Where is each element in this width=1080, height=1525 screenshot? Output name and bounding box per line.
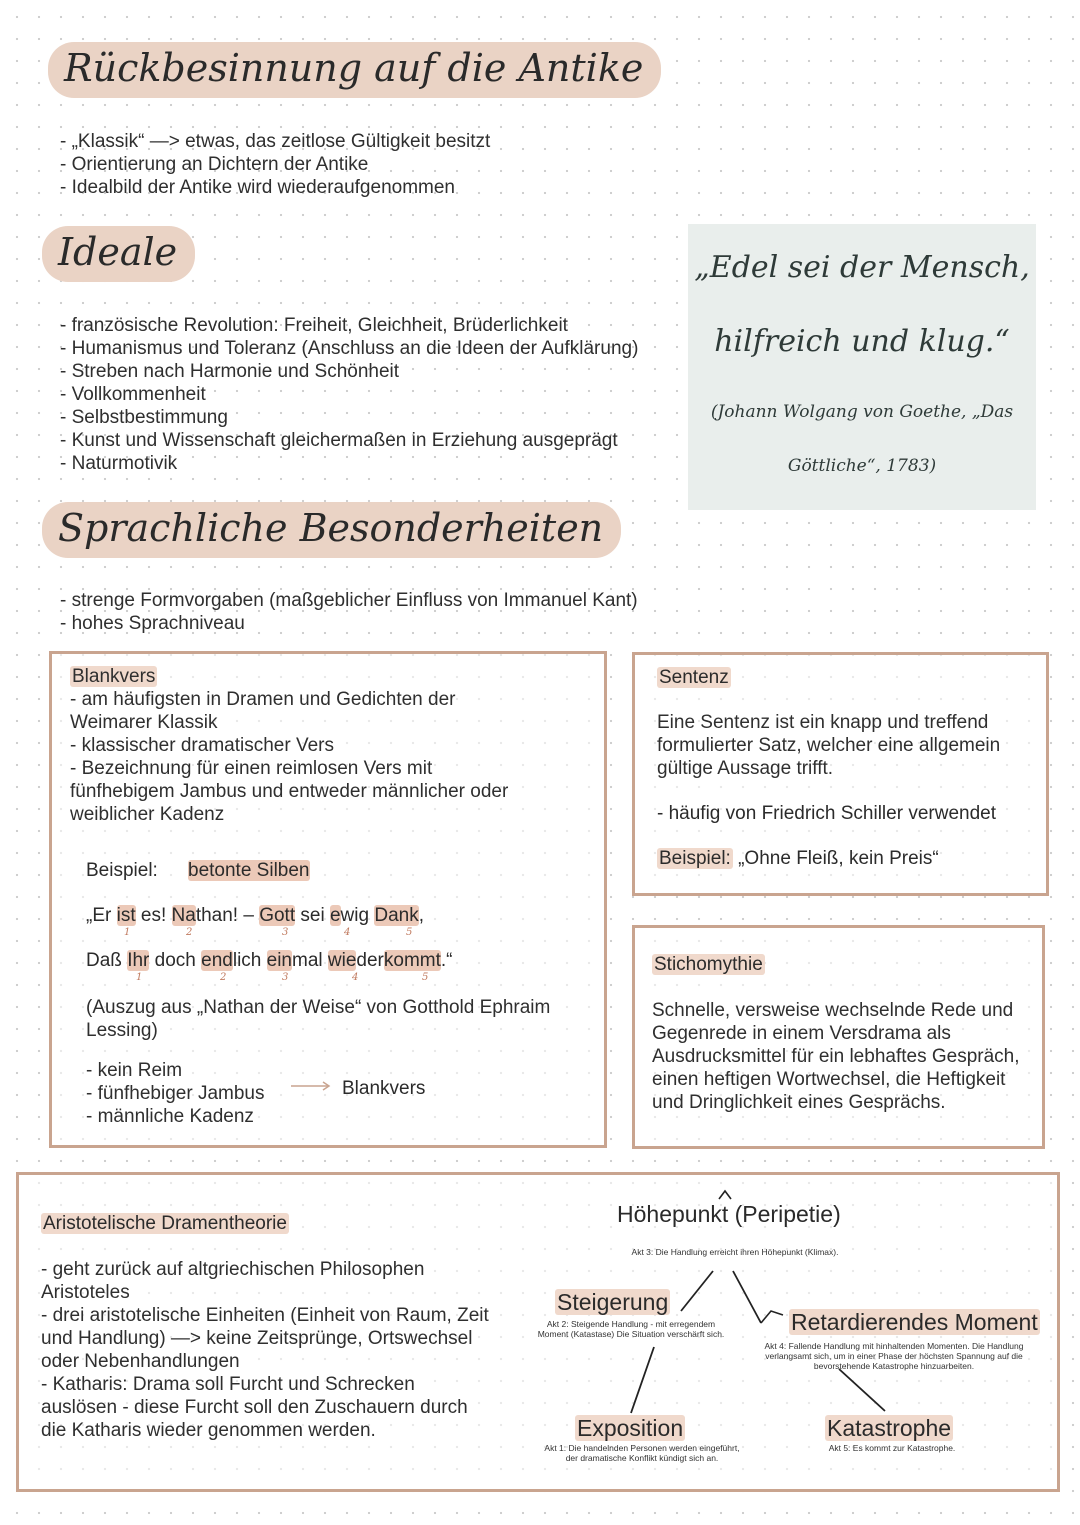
sentenz-text bbox=[657, 711, 1000, 780]
stress-number: 2 bbox=[186, 927, 193, 938]
list-item: - Idealbild der Antike wird wiederaufgenommen bbox=[60, 177, 455, 198]
text-line: - Bezeichnung für einen reimlosen Vers mit bbox=[70, 758, 433, 779]
text-line: Akt 1: Die handelnden Personen werden eingeführt, bbox=[544, 1443, 740, 1453]
list-item: - strenge Formvorgaben (maßgeblicher Einfluss von Immanuel Kant) bbox=[60, 590, 638, 611]
goethe-quote-card bbox=[688, 224, 1036, 510]
stress-number: 4 bbox=[344, 927, 351, 938]
text-line: formulierter Satz, welcher eine allgemein bbox=[657, 735, 1001, 756]
text-line: auslösen - diese Furcht soll den Zuschauern durch bbox=[41, 1397, 468, 1418]
drama-title: Aristotelische Dramentheorie bbox=[43, 1213, 287, 1234]
text-line: bevorstehende Katastrophe hinzuarbeiten. bbox=[813, 1361, 975, 1371]
katastrophe-desc: Akt 5: Es kommt zur Katastrophe. bbox=[828, 1443, 956, 1453]
text-line: - drei aristotelische Einheiten (Einheit von Raum, Zeit bbox=[41, 1305, 489, 1326]
verse-source bbox=[86, 996, 550, 1042]
text-line: gültige Aussage trifft. bbox=[657, 758, 834, 779]
list-item: - Selbstbestimmung bbox=[60, 407, 228, 428]
text-line: und Handlung) —> keine Zeitsprünge, Ortswechsel bbox=[41, 1328, 473, 1349]
list-item: - kein Reim bbox=[86, 1060, 183, 1081]
text-line: der dramatische Konflikt kündigt sich an. bbox=[565, 1453, 719, 1463]
text-line: fünfhebigem Jambus und entweder männlicher oder bbox=[70, 781, 509, 802]
text-line: Gegenrede in einem Versdrama als bbox=[652, 1023, 951, 1044]
list-item: - Orientierung an Dichtern der Antike bbox=[60, 154, 369, 175]
stress-number: 5 bbox=[422, 972, 429, 983]
quote-line-1: „Edel sei der Mensch, bbox=[694, 250, 1030, 285]
hoehepunkt-label: Höhepunkt (Peripetie) bbox=[617, 1201, 841, 1227]
exposition-desc bbox=[527, 1443, 757, 1463]
ideale-list bbox=[60, 314, 638, 475]
text-line: Schnelle, versweise wechselnde Rede und bbox=[652, 1000, 1014, 1021]
quote-line-2: hilfreich und klug.“ bbox=[714, 324, 1010, 359]
antike-list bbox=[60, 130, 490, 199]
text-line: verlangsamt sich, um in einer Phase der höchsten Spannung auf die bbox=[765, 1351, 1023, 1361]
heading-sprache: Sprachliche Besonderheiten bbox=[42, 502, 621, 558]
text-line: Weimarer Klassik bbox=[70, 712, 218, 733]
text-line: Aristoteles bbox=[41, 1282, 130, 1303]
stress-number: 1 bbox=[136, 972, 143, 983]
text-line: weiblicher Kadenz bbox=[70, 804, 225, 825]
text-line: Akt 4: Fallende Handlung mit hinhaltenden Momenten. Die Handlung bbox=[764, 1341, 1024, 1351]
stress-number: 3 bbox=[282, 927, 289, 938]
list-item: - „Klassik“ —> etwas, das zeitlose Gültigkeit besitzt bbox=[60, 131, 491, 152]
blankvers-title: Blankvers bbox=[72, 666, 156, 687]
text-line: und Dringlichkeit eines Gesprächs. bbox=[652, 1092, 946, 1113]
retardierendes-moment-desc bbox=[749, 1341, 1039, 1371]
stress-number: 2 bbox=[220, 972, 227, 983]
text-line: die Katharis wieder genommen werden. bbox=[41, 1420, 376, 1441]
verse-line-2: Daß Ihr doch endlich einmal wiederkommt.“ bbox=[86, 950, 453, 971]
steigerung-desc bbox=[523, 1319, 739, 1339]
list-item: - französische Revolution: Freiheit, Gleichheit, Brüderlichkeit bbox=[60, 315, 568, 336]
list-item: - Humanismus und Toleranz (Anschluss an die Ideen der Aufklärung) bbox=[60, 338, 639, 359]
text-line: einen heftigen Wortwechsel, die Heftigkeit bbox=[652, 1069, 1006, 1090]
blankvers-box bbox=[49, 651, 607, 1148]
sentenz-example: Beispiel: „Ohne Fleiß, kein Preis“ bbox=[659, 848, 939, 869]
stichomythie-title: Stichomythie bbox=[654, 954, 763, 975]
arrow-right-icon bbox=[290, 1080, 332, 1092]
text-line: Eine Sentenz ist ein knapp und treffend bbox=[657, 712, 989, 733]
steigerung-label: Steigerung bbox=[557, 1289, 669, 1315]
text-line: Lessing) bbox=[86, 1020, 158, 1041]
stress-number: 1 bbox=[124, 927, 131, 938]
text-line: Ausdrucksmittel für ein lebhaftes Gespräch, bbox=[652, 1046, 1020, 1067]
text-line: Moment (Katastase) Die Situation verschärft sich. bbox=[537, 1329, 725, 1339]
heading-antike: Rückbesinnung auf die Antike bbox=[48, 42, 661, 98]
text-line: oder Nebenhandlungen bbox=[41, 1351, 240, 1372]
list-item: - männliche Kadenz bbox=[86, 1106, 254, 1127]
blankvers-text bbox=[70, 665, 508, 826]
list-item: - fünfhebiger Jambus bbox=[86, 1083, 265, 1104]
stichomythie-text bbox=[652, 999, 1020, 1114]
sentenz-title: Sentenz bbox=[659, 667, 729, 688]
stress-number: 5 bbox=[406, 927, 413, 938]
sentenz-box bbox=[632, 652, 1049, 896]
text-line: - Katharis: Drama soll Furcht und Schrecken bbox=[41, 1374, 415, 1395]
heading-ideale: Ideale bbox=[42, 226, 195, 282]
verse-summary bbox=[86, 1059, 265, 1128]
list-item: - Naturmotivik bbox=[60, 453, 178, 474]
text-line: - geht zurück auf altgriechischen Philosophen bbox=[41, 1259, 425, 1280]
quote-source-2: Göttliche“, 1783) bbox=[787, 456, 937, 476]
stichomythie-box bbox=[632, 925, 1045, 1149]
verse-result: Blankvers bbox=[342, 1078, 426, 1099]
list-item: - Vollkommenheit bbox=[60, 384, 206, 405]
text-line: Akt 2: Steigende Handlung - mit erregendem bbox=[546, 1319, 716, 1329]
text-line: - am häufigsten in Dramen und Gedichten der bbox=[70, 689, 456, 710]
katastrophe-label: Katastrophe bbox=[827, 1415, 952, 1441]
sentenz-note: - häufig von Friedrich Schiller verwendet bbox=[657, 803, 996, 824]
sprache-list bbox=[60, 589, 638, 635]
drama-box bbox=[16, 1172, 1060, 1492]
example-label: Beispiel: bbox=[86, 860, 158, 881]
stress-legend: betonte Silben bbox=[188, 860, 310, 881]
retardierendes-moment-label: Retardierendes Moment bbox=[791, 1309, 1038, 1335]
text-line: (Auszug aus „Nathan der Weise“ von Gotthold Ephraim bbox=[86, 997, 551, 1018]
verse-line-1: „Er ist es! Nathan! – Gott sei ewig Dank, bbox=[86, 905, 424, 926]
stress-number: 3 bbox=[282, 972, 289, 983]
list-item: - Kunst und Wissenschaft gleichermaßen in Erziehung ausgeprägt bbox=[60, 430, 618, 451]
exposition-label: Exposition bbox=[577, 1415, 684, 1441]
list-item: - hohes Sprachniveau bbox=[60, 613, 245, 634]
stress-number: 4 bbox=[352, 972, 359, 983]
hoehepunkt-desc: Akt 3: Die Handlung erreicht ihren Höhepunkt (Klimax). bbox=[631, 1247, 839, 1257]
list-item: - Streben nach Harmonie und Schönheit bbox=[60, 361, 400, 382]
quote-source-1: (Johann Wolgang von Goethe, „Das bbox=[710, 402, 1014, 422]
text-line: - klassischer dramatischer Vers bbox=[70, 735, 334, 756]
